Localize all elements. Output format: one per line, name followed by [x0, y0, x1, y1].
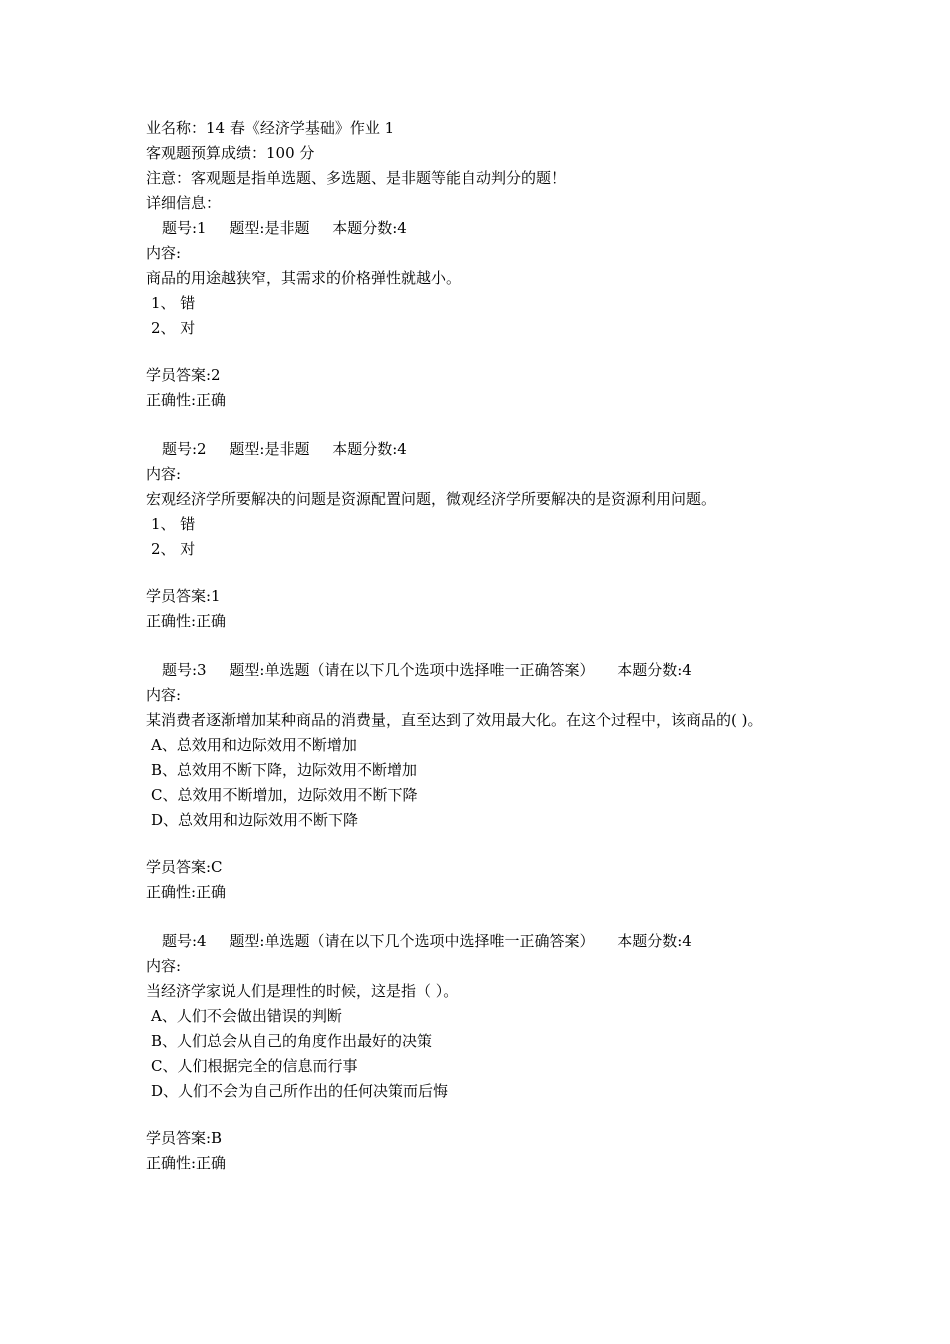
- option: C、总效用不断增加，边际效用不断下降: [151, 786, 418, 804]
- content-label: 内容:: [146, 686, 182, 704]
- estimated-score: 客观题预算成绩：100 分: [146, 144, 315, 162]
- option: 2、 对: [151, 540, 196, 558]
- question-header: [146, 658, 926, 683]
- student-answer: 学员答案:2: [146, 366, 221, 384]
- option: 1、 错: [151, 515, 196, 533]
- question-block: [146, 658, 926, 905]
- question-number: 题号:2: [162, 440, 207, 458]
- question-type: 题型:单选题（请在以下几个选项中选择唯一正确答案）: [229, 661, 595, 679]
- option: B、人们总会从自己的角度作出最好的决策: [151, 1032, 433, 1050]
- question-type: 题型:是非题: [229, 219, 310, 237]
- option: A、总效用和边际效用不断增加: [151, 736, 357, 754]
- question-points: 本题分数:4: [617, 661, 692, 679]
- question-header: [146, 216, 926, 241]
- question-block: [146, 216, 926, 413]
- detail-label: 详细信息：: [146, 194, 222, 212]
- question-points: 本题分数:4: [617, 932, 692, 950]
- question-header: [146, 929, 926, 954]
- question-content: 当经济学家说人们是理性的时候，这是指（ ）。: [146, 982, 459, 1000]
- question-points: 本题分数:4: [332, 440, 407, 458]
- correctness: 正确性:正确: [146, 883, 227, 901]
- assignment-title: 业名称：14 春《经济学基础》作业 1: [146, 119, 395, 137]
- question-number: 题号:3: [162, 661, 207, 679]
- question-type: 题型:是非题: [229, 440, 310, 458]
- option: D、人们不会为自己所作出的任何决策而后悔: [151, 1082, 449, 1100]
- correctness: 正确性:正确: [146, 1154, 227, 1172]
- question-points: 本题分数:4: [332, 219, 407, 237]
- student-answer: 学员答案:B: [146, 1129, 223, 1147]
- correctness: 正确性:正确: [146, 391, 227, 409]
- question-number: 题号:4: [162, 932, 207, 950]
- student-answer: 学员答案:C: [146, 858, 223, 876]
- question-content: 宏观经济学所要解决的问题是资源配置问题，微观经济学所要解决的是资源利用问题。: [146, 490, 717, 508]
- content-label: 内容:: [146, 957, 182, 975]
- option: 1、 错: [151, 294, 196, 312]
- option: 2、 对: [151, 319, 196, 337]
- note-text: 注意：客观题是指单选题、多选题、是非题等能自动判分的题！: [146, 169, 567, 187]
- question-number: 题号:1: [162, 219, 207, 237]
- question-type: 题型:单选题（请在以下几个选项中选择唯一正确答案）: [229, 932, 595, 950]
- question-block: [146, 437, 926, 634]
- option: D、总效用和边际效用不断下降: [151, 811, 359, 829]
- question-content: 某消费者逐渐增加某种商品的消费量，直至达到了效用最大化。在这个过程中，该商品的( )。: [146, 711, 763, 729]
- correctness: 正确性:正确: [146, 612, 227, 630]
- content-label: 内容:: [146, 465, 182, 483]
- question-block: [146, 929, 926, 1176]
- student-answer: 学员答案:1: [146, 587, 221, 605]
- option: A、人们不会做出错误的判断: [151, 1007, 342, 1025]
- content-label: 内容:: [146, 244, 182, 262]
- option: C、人们根据完全的信息而行事: [151, 1057, 358, 1075]
- question-content: 商品的用途越狭窄，其需求的价格弹性就越小。: [146, 269, 462, 287]
- question-header: [146, 437, 926, 462]
- document-page: [146, 116, 926, 1176]
- option: B、总效用不断下降，边际效用不断增加: [151, 761, 418, 779]
